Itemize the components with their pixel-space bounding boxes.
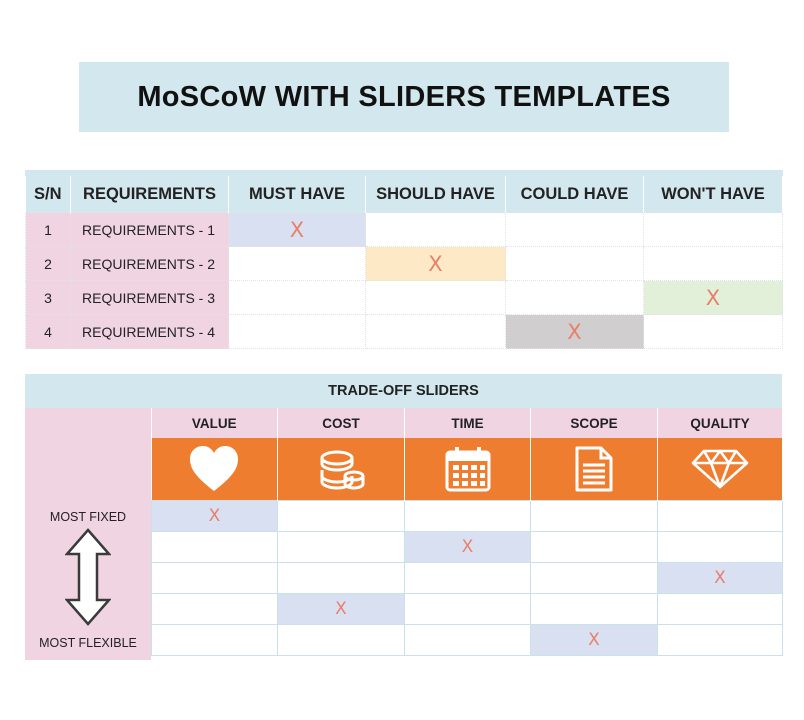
requirement-cell: REQUIREMENTS - 1	[71, 213, 229, 247]
moscow-row	[26, 213, 783, 247]
quality-level-cell[interactable]	[658, 594, 783, 625]
slider-mark: X	[714, 568, 726, 588]
sn-cell: 2	[26, 247, 71, 281]
slider-mark: X	[208, 506, 221, 526]
could-have-cell[interactable]	[506, 315, 644, 349]
col-time: TIME	[405, 408, 531, 438]
header-sn: S/N	[26, 173, 71, 213]
cost-level-cell[interactable]	[278, 594, 405, 625]
could-have-cell[interactable]	[506, 247, 644, 281]
quality-level-cell[interactable]	[658, 532, 783, 563]
document-icon	[574, 445, 614, 493]
moscow-row	[26, 315, 783, 349]
time-level-cell[interactable]	[405, 532, 531, 563]
header-should-have: SHOULD HAVE	[366, 173, 506, 213]
should-have-cell[interactable]	[366, 213, 506, 247]
fixed-flexible-pane	[25, 408, 151, 660]
slider-level-row	[152, 594, 783, 625]
priority-mark: X	[705, 285, 721, 310]
slider-level-row	[152, 563, 783, 594]
title-banner	[79, 62, 729, 132]
time-level-cell[interactable]	[405, 625, 531, 656]
header-must-have: MUST HAVE	[229, 173, 366, 213]
scope-level-cell[interactable]	[531, 563, 658, 594]
value-level-cell[interactable]	[152, 532, 278, 563]
sn-cell: 1	[26, 213, 71, 247]
cost-level-cell[interactable]	[278, 532, 405, 563]
priority-mark: X	[567, 319, 582, 344]
slider-mark: X	[588, 630, 600, 650]
requirement-cell: REQUIREMENTS - 3	[71, 281, 229, 315]
value-icon-cell	[152, 438, 278, 501]
slider-mark: X	[461, 537, 474, 557]
tradeoff-header	[25, 374, 782, 408]
time-level-cell[interactable]	[405, 563, 531, 594]
moscow-row	[26, 247, 783, 281]
scope-level-cell[interactable]	[531, 625, 658, 656]
moscow-table	[25, 170, 783, 349]
scope-level-cell[interactable]	[531, 594, 658, 625]
header-wont-have: WON'T HAVE	[644, 173, 783, 213]
time-icon-cell	[405, 438, 531, 501]
value-level-cell[interactable]	[152, 625, 278, 656]
slider-level-row	[152, 532, 783, 563]
quality-level-cell[interactable]	[658, 563, 783, 594]
col-value: VALUE	[152, 408, 278, 438]
coins-icon	[316, 446, 366, 492]
header-requirements: REQUIREMENTS	[71, 173, 229, 213]
double-arrow-icon	[65, 528, 111, 626]
most-flexible-label: MOST FLEXIBLE	[39, 636, 137, 650]
col-quality: QUALITY	[658, 408, 783, 438]
tradeoff-icon-row	[152, 438, 783, 501]
tradeoff-column-headers	[152, 408, 783, 438]
col-scope: SCOPE	[531, 408, 658, 438]
header-could-have: COULD HAVE	[506, 173, 644, 213]
time-level-cell[interactable]	[405, 594, 531, 625]
wont-have-cell[interactable]	[644, 213, 783, 247]
tradeoff-title: TRADE-OFF SLIDERS	[328, 383, 479, 399]
tradeoff-grid	[151, 408, 783, 656]
moscow-row	[26, 281, 783, 315]
value-level-cell[interactable]	[152, 594, 278, 625]
cost-level-cell[interactable]	[278, 625, 405, 656]
priority-mark: X	[289, 217, 305, 242]
time-level-cell[interactable]	[405, 501, 531, 532]
must-have-cell[interactable]	[229, 247, 366, 281]
priority-mark: X	[428, 251, 443, 276]
slider-mark: X	[335, 599, 347, 619]
scope-level-cell[interactable]	[531, 532, 658, 563]
col-cost: COST	[278, 408, 405, 438]
page-title: MoSCoW WITH SLIDERS TEMPLATES	[137, 80, 671, 113]
requirement-cell: REQUIREMENTS - 2	[71, 247, 229, 281]
cost-level-cell[interactable]	[278, 501, 405, 532]
sn-cell: 4	[26, 315, 71, 349]
scope-level-cell[interactable]	[531, 501, 658, 532]
value-level-cell[interactable]	[152, 563, 278, 594]
could-have-cell[interactable]	[506, 281, 644, 315]
quality-level-cell[interactable]	[658, 501, 783, 532]
heart-icon	[188, 445, 240, 493]
must-have-cell[interactable]	[229, 281, 366, 315]
should-have-cell[interactable]	[366, 247, 506, 281]
quality-icon-cell	[658, 438, 783, 501]
wont-have-cell[interactable]	[644, 315, 783, 349]
diamond-icon	[691, 449, 749, 489]
must-have-cell[interactable]	[229, 213, 366, 247]
should-have-cell[interactable]	[366, 315, 506, 349]
cost-level-cell[interactable]	[278, 563, 405, 594]
value-level-cell[interactable]	[152, 501, 278, 532]
scope-icon-cell	[531, 438, 658, 501]
slider-level-row	[152, 625, 783, 656]
moscow-header-row	[26, 173, 783, 213]
calendar-icon	[444, 445, 492, 493]
wont-have-cell[interactable]	[644, 247, 783, 281]
must-have-cell[interactable]	[229, 315, 366, 349]
quality-level-cell[interactable]	[658, 625, 783, 656]
most-fixed-label: MOST FIXED	[49, 510, 127, 524]
sn-cell: 3	[26, 281, 71, 315]
slider-level-row	[152, 501, 783, 532]
cost-icon-cell	[278, 438, 405, 501]
should-have-cell[interactable]	[366, 281, 506, 315]
requirement-cell: REQUIREMENTS - 4	[71, 315, 229, 349]
could-have-cell[interactable]	[506, 213, 644, 247]
wont-have-cell[interactable]	[644, 281, 783, 315]
